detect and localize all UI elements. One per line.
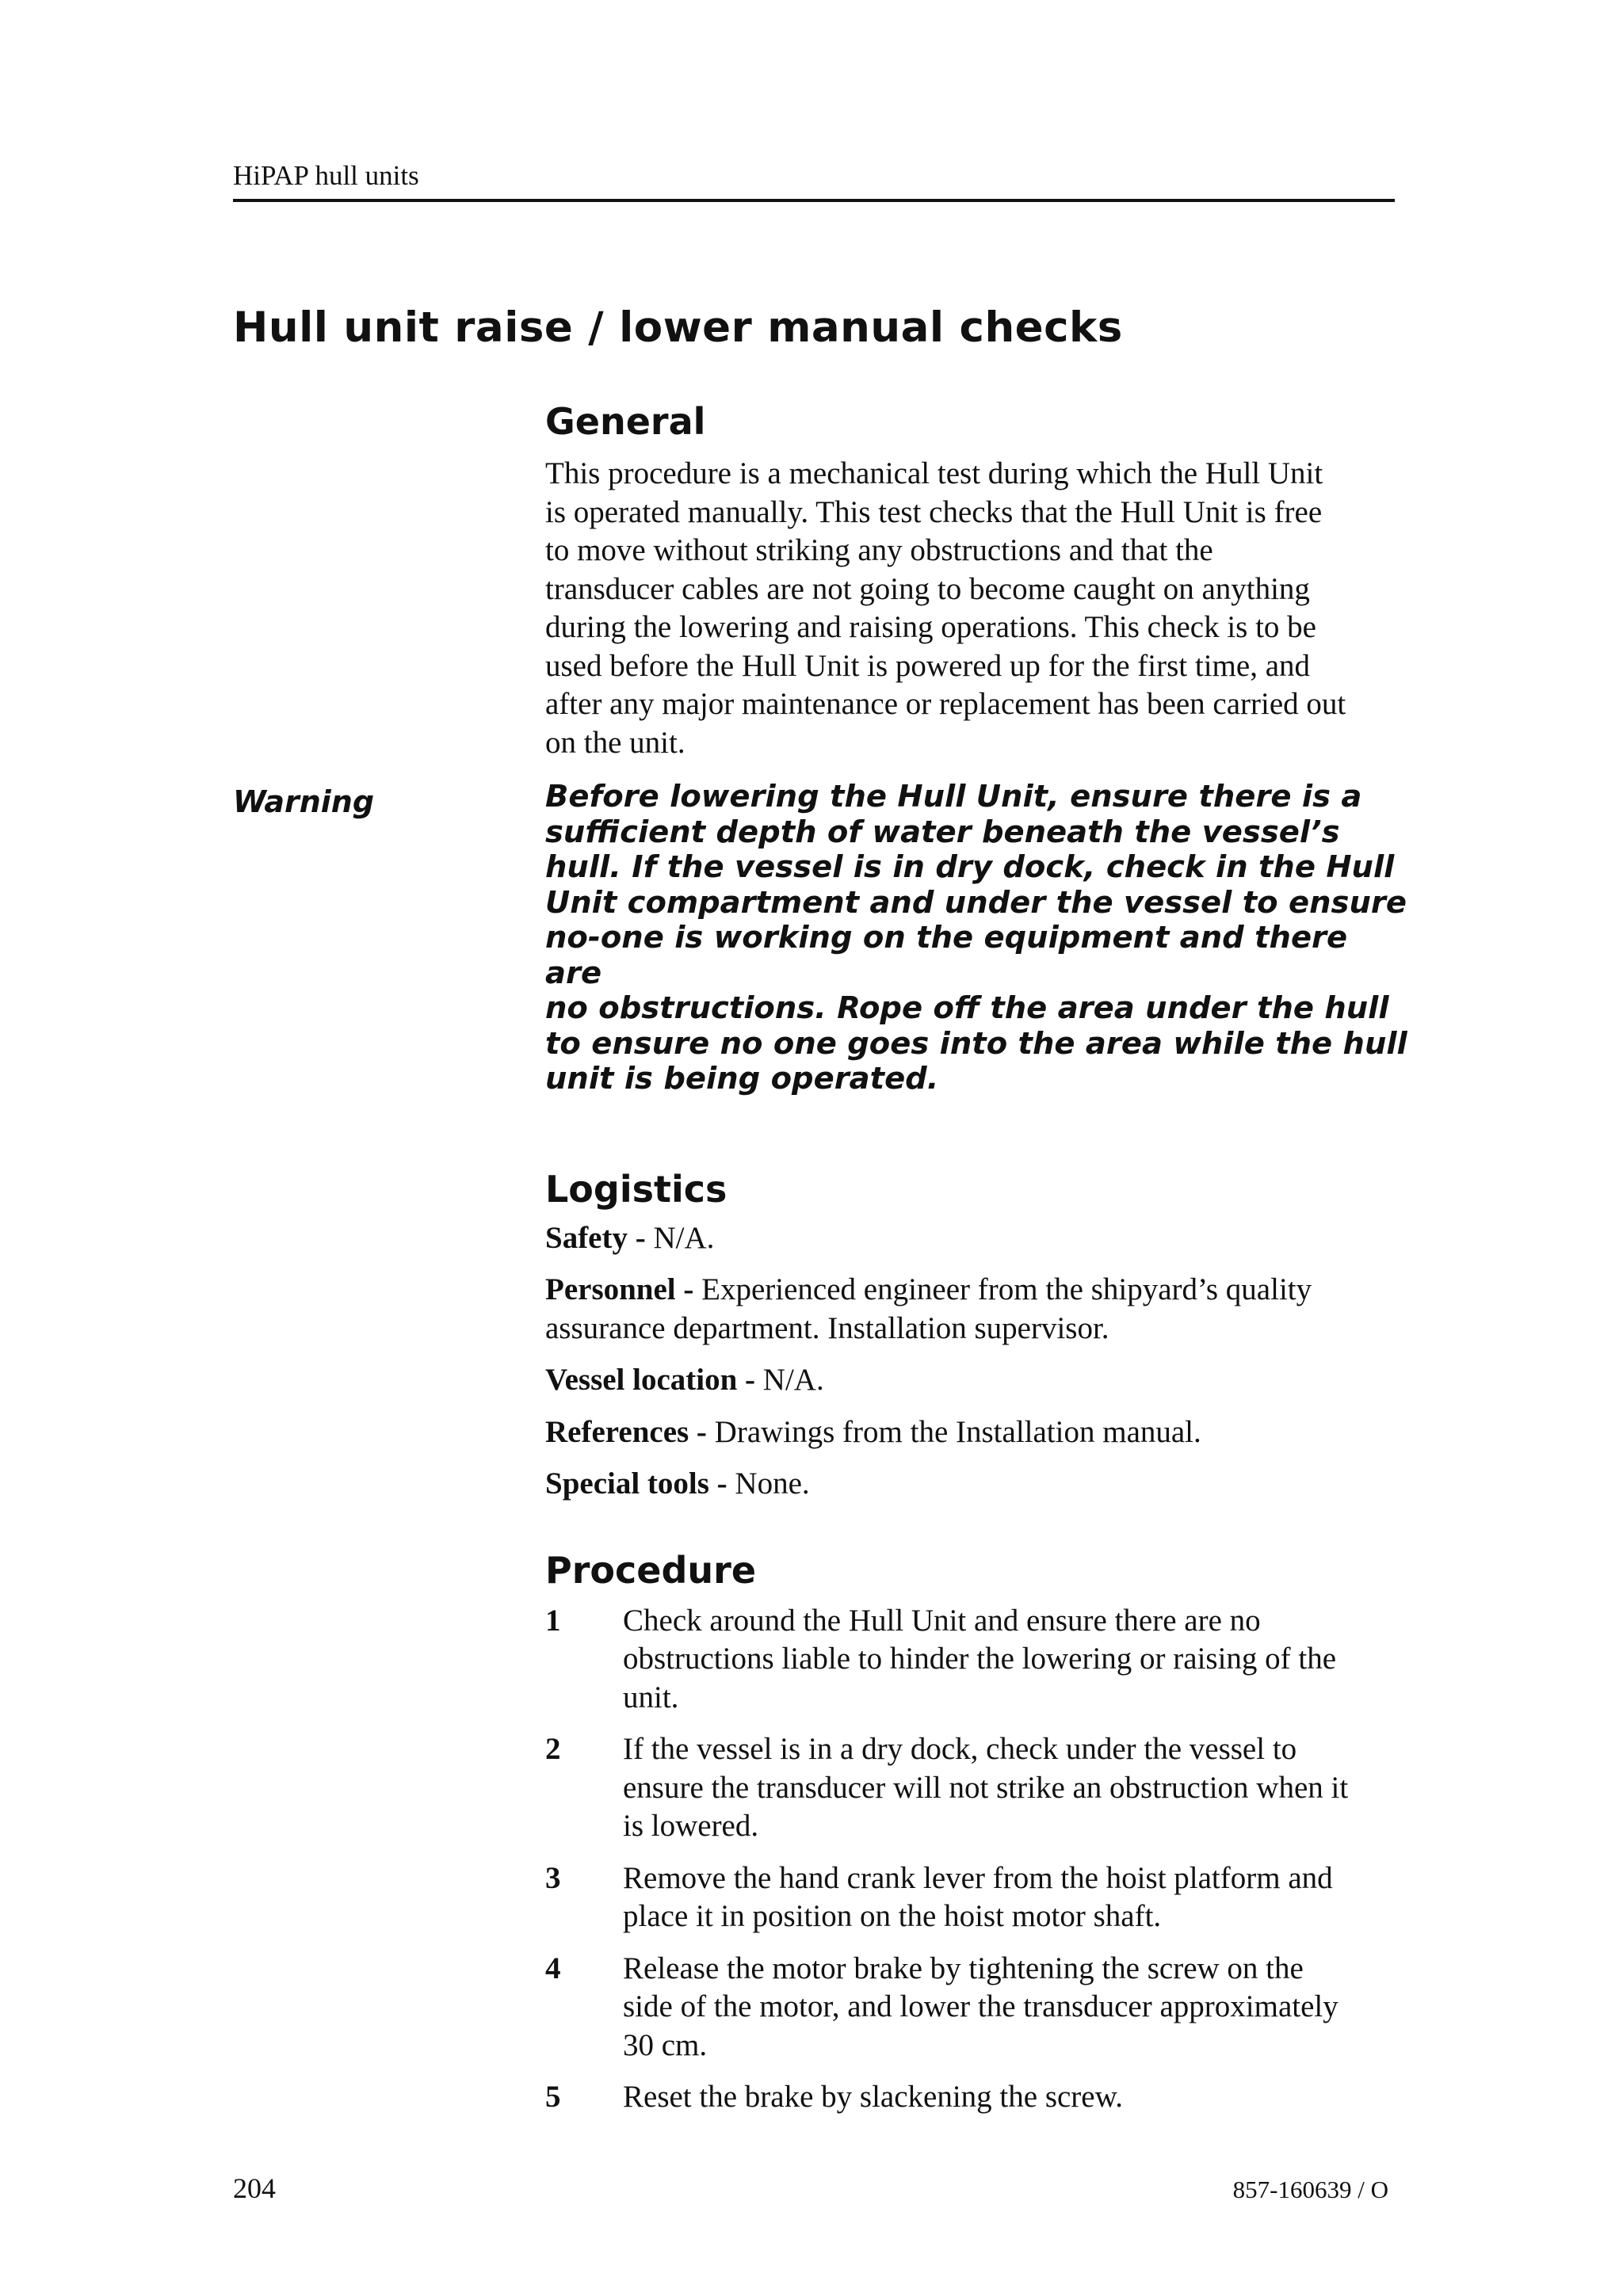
page-title: Hull unit raise / lower manual checks [233, 303, 1123, 352]
step-number: 2 [545, 1732, 561, 1766]
logistics-value: Experienced engineer from the shipyard’s quality assurance department. Installation supervisor. [545, 1272, 1312, 1345]
logistics-section [545, 1165, 1409, 1504]
logistics-item-personnel [545, 1271, 1409, 1348]
logistics-value: N/A. [645, 1220, 715, 1255]
procedure-steps [545, 1602, 1409, 2117]
step-number: 3 [545, 1860, 561, 1895]
procedure-step [545, 2078, 1409, 2117]
procedure-heading: Procedure [545, 1548, 757, 1592]
general-section [545, 398, 1409, 762]
step-text: Remove the hand crank lever from the hoist platform and place it in position on the hoist motor shaft. [623, 1860, 1333, 1933]
general-paragraph: This procedure is a mechanical test during which the Hull Unit is operated manually. This test checks that the Hull Unit is free to move without striking any obstructions and that the transducer cables are not going to become caught on anything during the lowering and raising operations. This check is to be used before the Hull Unit is powered up for the first time, and after any major maintenance or replacement has been carried out on the unit. [545, 456, 1346, 760]
logistics-label: Vessel location - [545, 1363, 756, 1397]
logistics-value: N/A. [755, 1363, 824, 1397]
logistics-label: Safety - [545, 1220, 646, 1255]
logistics-label: Special tools - [545, 1466, 727, 1501]
warning-text: Before lowering the Hull Unit, ensure there is a sufficient depth of water beneath the vessel’s hull. If the vessel is in dry dock, check in the Hull Unit compartment and under the vessel to ensure no-one is working on the equipment and there are no obstructions. Rope off the area under the hull to ensure no one goes into the area while the hull unit is being operated. [545, 779, 1407, 1097]
page-number: 204 [233, 2172, 276, 2204]
step-text: If the vessel is in a dry dock, check under the vessel to ensure the transducer will not strike an obstruction when it is lowered. [623, 1732, 1349, 1843]
procedure-step [545, 1730, 1409, 1846]
logistics-item-special-tools [545, 1465, 1409, 1504]
step-text: Check around the Hull Unit and ensure there are no obstructions liable to hinder the lowering or raising of the unit. [623, 1603, 1337, 1714]
logistics-label: Personnel - [545, 1272, 694, 1306]
logistics-item-safety [545, 1219, 1409, 1258]
step-text: Release the motor brake by tightening the screw on the side of the motor, and lower the transducer approximately 30 cm. [623, 1951, 1338, 2062]
procedure-step [545, 1859, 1409, 1936]
procedure-step [545, 1950, 1409, 2065]
step-number: 4 [545, 1951, 561, 1985]
step-text: Reset the brake by slackening the screw. [623, 2080, 1123, 2114]
logistics-item-references [545, 1413, 1409, 1452]
procedure-section [545, 1547, 1409, 2117]
logistics-label: References - [545, 1414, 707, 1449]
logistics-item-vessel-location [545, 1361, 1409, 1400]
logistics-heading: Logistics [545, 1167, 727, 1211]
logistics-list [545, 1219, 1409, 1504]
step-number: 5 [545, 2080, 561, 2114]
procedure-step [545, 1602, 1409, 1718]
general-heading: General [545, 400, 706, 443]
main-content [545, 398, 1409, 2117]
logistics-value: Drawings from the Installation manual. [706, 1414, 1201, 1449]
warning-label: Warning [233, 784, 375, 819]
logistics-value: None. [727, 1466, 810, 1501]
running-header: HiPAP hull units [233, 160, 419, 191]
header-divider [233, 199, 1395, 202]
document-number: 857-160639 / O [1232, 2176, 1388, 2203]
step-number: 1 [545, 1603, 561, 1638]
